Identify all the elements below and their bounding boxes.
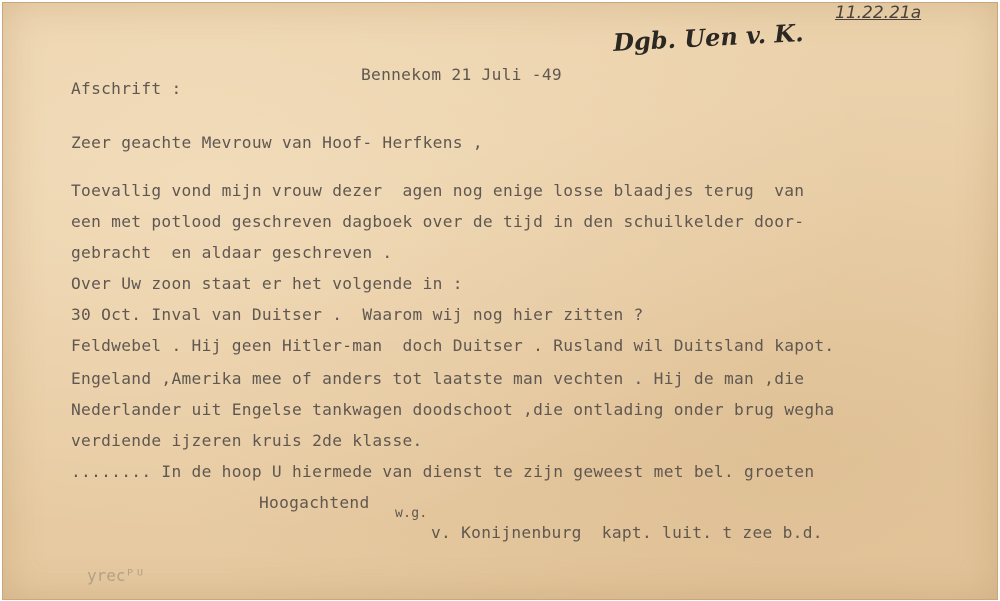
- handwritten-note: Dgb. Uen v. K.: [612, 18, 805, 57]
- document-label: Afschrift :: [71, 79, 182, 98]
- body-line: Feldwebel . Hij geen Hitler-man doch Duitser . Rusland wil Duitsland kapot.: [71, 336, 835, 355]
- closing: Hoogachtend: [259, 493, 370, 512]
- body-line: Nederlander uit Engelse tankwagen doodschoot ,die ontlading onder brug wegha: [71, 400, 835, 419]
- body-line: Engeland ,Amerika mee of anders tot laatste man vechten . Hij de man ,die: [71, 369, 805, 388]
- body-line: verdiende ijzeren kruis 2de klasse.: [71, 431, 423, 450]
- faded-stamp: yrecᴾᵁ: [87, 566, 145, 585]
- document-page: [2, 2, 998, 600]
- wg-mark: w.g.: [395, 506, 428, 521]
- signature-line: v. Konijnenburg kapt. luit. t zee b.d.: [431, 523, 823, 542]
- body-line: Toevallig vond mijn vrouw dezer agen nog enige losse blaadjes terug van: [71, 181, 805, 200]
- body-line: Over Uw zoon staat er het volgende in :: [71, 274, 463, 293]
- archive-reference: 11.22.21a: [835, 3, 922, 23]
- body-line: een met potlood geschreven dagboek over de tijd in den schuilkelder door-: [71, 212, 805, 231]
- body-line: gebracht en aldaar geschreven .: [71, 243, 393, 262]
- body-line: ........ In de hoop U hiermede van dienst te zijn geweest met bel. groeten: [71, 462, 815, 481]
- place-date: Bennekom 21 Juli -49: [361, 65, 562, 84]
- body-line: 30 Oct. Inval van Duitser . Waarom wij nog hier zitten ?: [71, 305, 644, 324]
- salutation: Zeer geachte Mevrouw van Hoof- Herfkens ,: [71, 133, 483, 152]
